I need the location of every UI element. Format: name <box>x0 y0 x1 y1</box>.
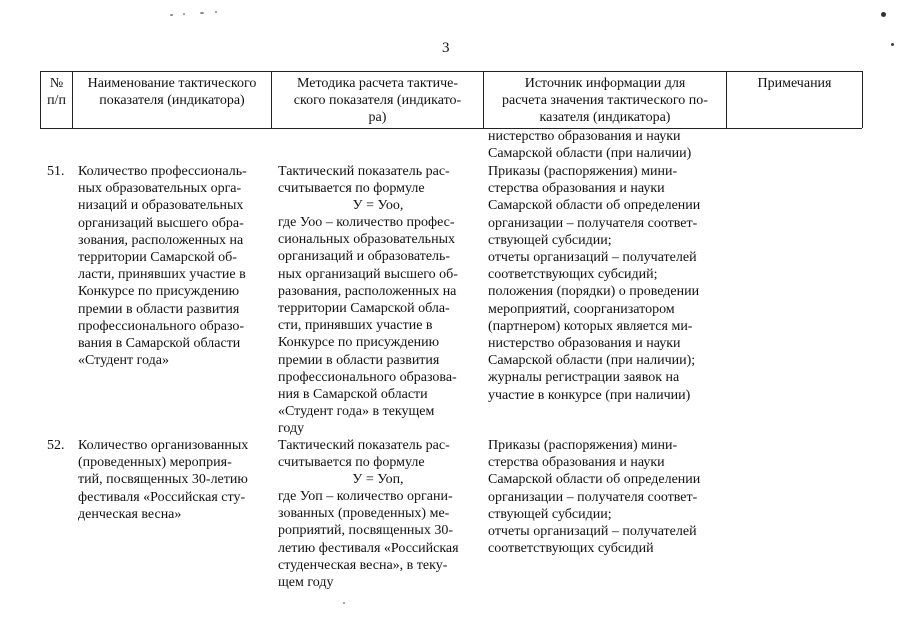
header-method: Методика расчета тактиче- ского показателя (индикато- ра) <box>293 76 462 125</box>
col-divider <box>862 71 863 128</box>
row-51-number: 51. <box>47 164 65 179</box>
row-51-source: Приказы (распоряжения) мини- стерства образования и науки Самарской области об определении организации – получателя соответ- ствующей субсидии; отчеты организаций – получателей соответствующих субсидий; положения (порядки) о проведении мероприятий, соорганизатором (партнером) которых является ми- нистерство образования и науки Самарской области (при наличии); журналы регистрации заявок на участие в конкурсе (при наличии) <box>488 164 701 403</box>
header-number: № п/п <box>47 76 66 108</box>
row-51-method-body: где Уоо – количество профес- сиональных образовательных организаций и образователь- ных организаций высшего об- разования, расположенных на территории Самарской обла- сти, принявших участие в Конкурсе по присуждению премии в области развития профессионального образова- ния в Самарской области «Студент года» в текущем году <box>278 215 458 437</box>
row-51-method-intro: Тактический показатель рас- считывается по формуле <box>278 164 450 197</box>
row-51-formula: У = Уоо, <box>352 198 404 213</box>
header-notes: Примечания <box>757 76 832 91</box>
header-source: Источник информации для расчета значения тактического по- казателя (индикатора) <box>502 76 708 125</box>
row-52-method-body: где Уоп – количество органи- зованных (проведенных) ме- роприятий, посвященных 30- летию фестиваля «Российская студенческая весна», в теку- щем году <box>278 489 459 591</box>
row-52-formula: У = Уоп, <box>352 472 404 487</box>
row-52-method-intro: Тактический показатель рас- считывается по формуле <box>278 438 450 471</box>
source-carry-over: нистерство образования и науки Самарской области (при наличии) <box>488 129 692 162</box>
header-name: Наименование тактического показателя (индикатора) <box>87 76 257 108</box>
page-number: 3 <box>442 40 450 56</box>
row-52-source: Приказы (распоряжения) мини- стерства образования и науки Самарской области об определении организации – получателя соответ- ствующей субсидии; отчеты организаций – получателей соответствующих субсидий <box>488 438 701 557</box>
row-51-name: Количество профессиональ- ных образовательных орга- низаций и образовательных организаций высшего обра- зования, расположенных на территории Самарской об- ласти, принявших участие в Конкурсе по присуждению премии в области развития профессионального образо- вания в Самарской области «Студент года» <box>78 164 247 369</box>
row-52-name: Количество организованных (проведенных) мероприя- тий, посвященных 30-летию фестиваля «Российская сту- денческая весна» <box>78 438 249 522</box>
row-52-number: 52. <box>47 438 65 453</box>
